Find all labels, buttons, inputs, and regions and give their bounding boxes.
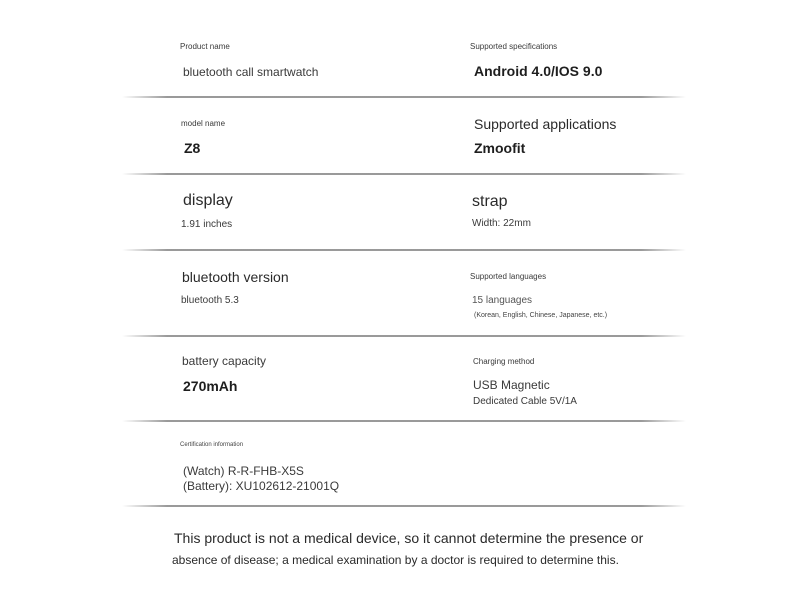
row-divider bbox=[122, 335, 686, 337]
charging-method-label: Charging method bbox=[473, 357, 535, 366]
supported-applications-label: Supported applications bbox=[474, 116, 617, 132]
model-name-value: Z8 bbox=[184, 140, 201, 156]
row-divider bbox=[122, 420, 686, 422]
supported-specifications-label: Supported specifications bbox=[470, 42, 558, 51]
display-label: display bbox=[183, 192, 233, 209]
certification-label: Certification information bbox=[180, 442, 244, 448]
certification-battery: (Battery): XU102612-21001Q bbox=[183, 479, 340, 493]
row-divider bbox=[122, 249, 686, 251]
supported-languages-label: Supported languages bbox=[470, 272, 547, 281]
battery-capacity-label: battery capacity bbox=[182, 354, 267, 368]
row-divider bbox=[122, 96, 686, 98]
supported-specifications-value: Android 4.0/IOS 9.0 bbox=[474, 63, 603, 79]
bluetooth-version-value: bluetooth 5.3 bbox=[181, 295, 239, 306]
row-divider bbox=[122, 505, 686, 507]
supported-languages-note: (Korean, English, Chinese, Japanese, etc.) bbox=[474, 312, 608, 319]
model-name-label: model name bbox=[181, 119, 226, 128]
bluetooth-version-label: bluetooth version bbox=[182, 269, 289, 285]
strap-value: Width: 22mm bbox=[472, 218, 531, 229]
supported-languages-value: 15 languages bbox=[472, 295, 533, 306]
battery-capacity-value: 270mAh bbox=[183, 378, 238, 394]
certification-watch: (Watch) R-R-FHB-X5S bbox=[183, 464, 304, 478]
row-divider bbox=[122, 173, 686, 175]
charging-method-value: USB Magnetic bbox=[473, 378, 550, 392]
strap-label: strap bbox=[472, 193, 508, 210]
supported-applications-value: Zmoofit bbox=[474, 140, 526, 156]
product-name-value: bluetooth call smartwatch bbox=[183, 65, 319, 79]
display-value: 1.91 inches bbox=[181, 219, 233, 230]
charging-cable-spec: Dedicated Cable 5V/1A bbox=[473, 396, 577, 407]
disclaimer-line-1: This product is not a medical device, so it cannot determine the presence or bbox=[174, 530, 644, 546]
disclaimer-line-2: absence of disease; a medical examination by a doctor is required to determine this. bbox=[172, 553, 619, 567]
product-name-label: Product name bbox=[180, 42, 230, 51]
